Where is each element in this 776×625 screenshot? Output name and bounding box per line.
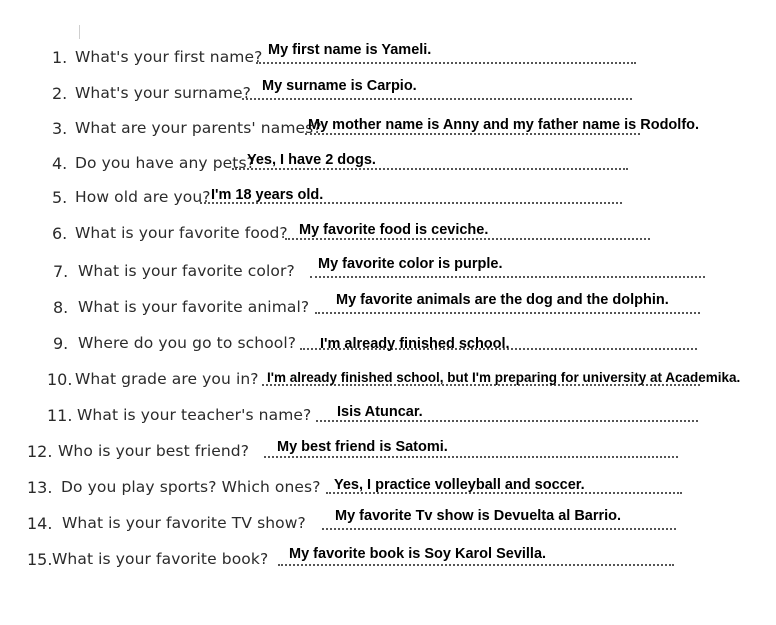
answer-line bbox=[322, 528, 676, 530]
question-text: What is your favorite book? bbox=[52, 550, 269, 568]
question-row-4 bbox=[0, 148, 776, 184]
question-text: What are your parents' names? bbox=[75, 119, 322, 137]
answer-text[interactable]: My favorite book is Soy Karol Sevilla. bbox=[289, 546, 547, 562]
answer-line bbox=[242, 98, 632, 100]
answer-text[interactable]: My favorite food is ceviche. bbox=[299, 222, 489, 238]
question-text: What is your favorite food? bbox=[75, 224, 288, 242]
question-number: 8. bbox=[53, 298, 69, 317]
answer-text[interactable]: Yes, I have 2 dogs. bbox=[247, 152, 376, 168]
answer-line bbox=[264, 456, 678, 458]
answer-text[interactable]: Isis Atuncar. bbox=[337, 404, 423, 420]
question-text: What's your surname? bbox=[75, 84, 251, 102]
question-number: 15. bbox=[27, 550, 53, 569]
question-text: What is your favorite color? bbox=[78, 262, 295, 280]
question-number: 11. bbox=[47, 406, 73, 425]
answer-line bbox=[315, 312, 700, 314]
question-number: 4. bbox=[52, 154, 68, 173]
answer-text[interactable]: I'm 18 years old. bbox=[211, 187, 324, 203]
question-row-2 bbox=[0, 78, 776, 114]
answer-text[interactable]: My mother name is Anny and my father name is Rodolfo. bbox=[308, 117, 700, 133]
question-row-3 bbox=[0, 113, 776, 149]
question-number: 12. bbox=[27, 442, 53, 461]
question-text: What is your favorite TV show? bbox=[62, 514, 306, 532]
answer-text[interactable]: My favorite Tv show is Devuelta al Barrio. bbox=[335, 508, 622, 524]
answer-text[interactable]: My first name is Yameli. bbox=[268, 42, 432, 58]
answer-line bbox=[256, 62, 636, 64]
question-text: What is your favorite animal? bbox=[78, 298, 310, 316]
answer-text[interactable]: My surname is Carpio. bbox=[262, 78, 417, 94]
question-number: 7. bbox=[53, 262, 69, 281]
question-text: Do you play sports? Which ones? bbox=[61, 478, 321, 496]
question-row-15 bbox=[0, 544, 776, 580]
answer-text[interactable]: My favorite color is purple. bbox=[318, 256, 503, 272]
question-row-8 bbox=[0, 292, 776, 328]
question-number: 9. bbox=[53, 334, 69, 353]
question-number: 14. bbox=[27, 514, 53, 533]
question-text: Who is your best friend? bbox=[58, 442, 250, 460]
question-row-7 bbox=[0, 256, 776, 292]
question-number: 3. bbox=[52, 119, 68, 138]
question-number: 10. bbox=[47, 370, 73, 389]
question-row-6 bbox=[0, 218, 776, 254]
answer-line bbox=[316, 420, 698, 422]
question-row-12 bbox=[0, 436, 776, 472]
question-number: 2. bbox=[52, 84, 68, 103]
question-text: Where do you go to school? bbox=[78, 334, 297, 352]
question-number: 5. bbox=[52, 188, 68, 207]
question-number: 6. bbox=[52, 224, 68, 243]
answer-text[interactable]: My favorite animals are the dog and the dolphin. bbox=[336, 292, 669, 308]
question-text: What grade are you in? bbox=[75, 370, 259, 388]
answer-line bbox=[285, 238, 650, 240]
answer-text[interactable]: Yes, I practice volleyball and soccer. bbox=[334, 477, 585, 493]
question-number: 13. bbox=[27, 478, 53, 497]
question-number: 1. bbox=[52, 48, 68, 67]
question-row-11 bbox=[0, 400, 776, 436]
answer-text[interactable]: I'm already finished school, but I'm preparing for university at Academika. bbox=[267, 370, 741, 385]
question-text: What's your first name? bbox=[75, 48, 263, 66]
question-row-1 bbox=[0, 42, 776, 78]
answer-line bbox=[232, 168, 628, 170]
question-row-5 bbox=[0, 182, 776, 218]
question-row-14 bbox=[0, 508, 776, 544]
answer-line bbox=[310, 276, 705, 278]
answer-text[interactable]: My best friend is Satomi. bbox=[277, 439, 448, 455]
question-text: How old are you? bbox=[75, 188, 211, 206]
question-text: Do you have any pets? bbox=[75, 154, 255, 172]
question-row-13 bbox=[0, 472, 776, 508]
question-row-9 bbox=[0, 328, 776, 364]
cursor-mark bbox=[79, 25, 80, 39]
question-row-10 bbox=[0, 364, 776, 400]
question-text: What is your teacher's name? bbox=[77, 406, 312, 424]
answer-line bbox=[278, 564, 674, 566]
answer-line bbox=[305, 133, 640, 135]
answer-text[interactable]: I'm already finished school. bbox=[320, 336, 510, 352]
